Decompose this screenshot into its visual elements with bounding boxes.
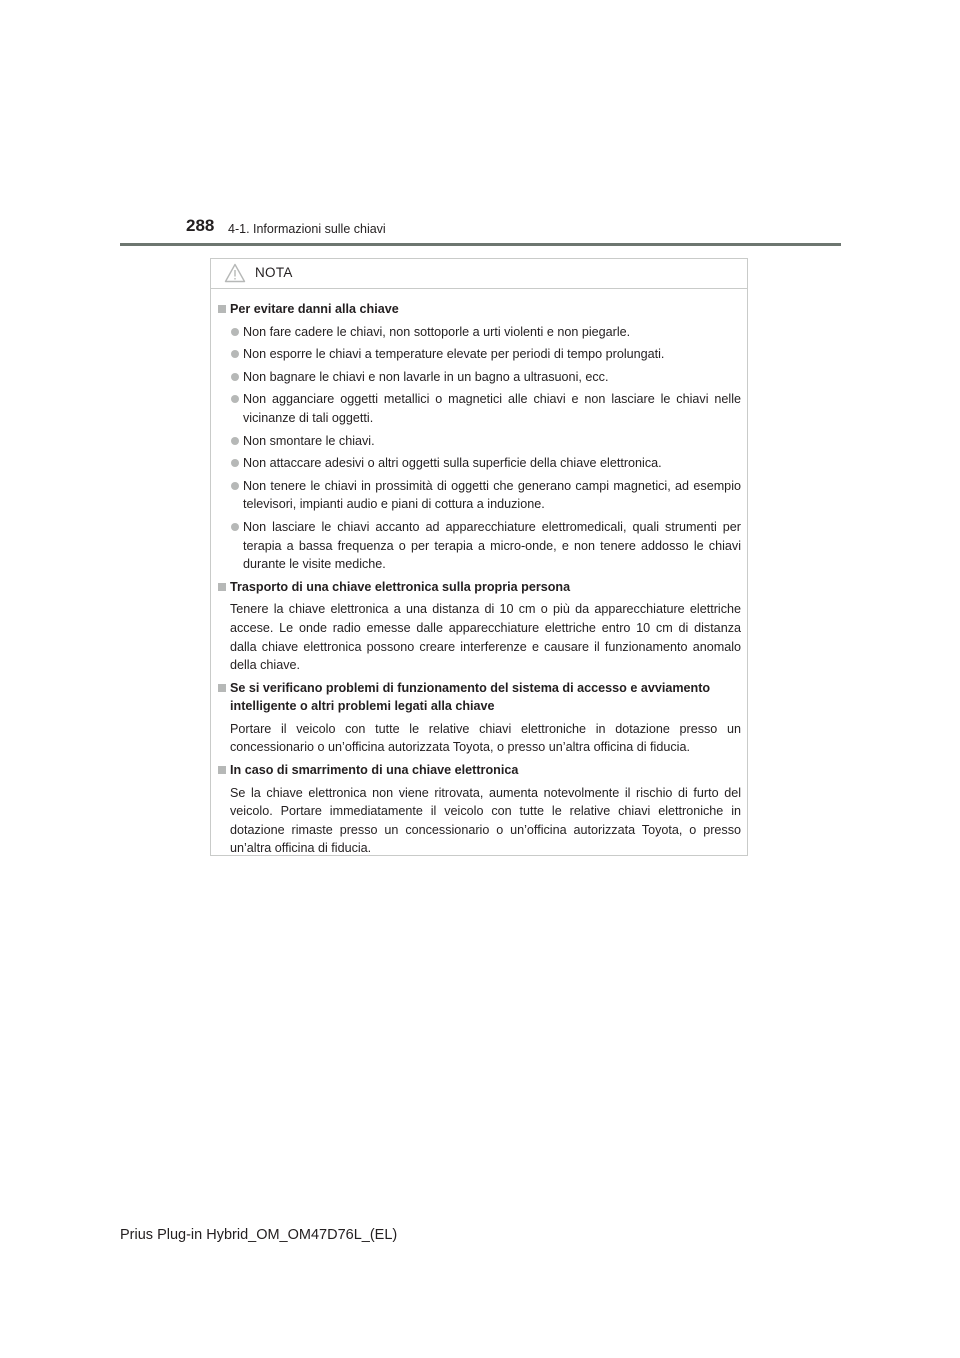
list-item-text: Non agganciare oggetti metallici o magnetici alle chiavi e non lasciare le chiavi nelle vicinanze di tali oggetti. <box>243 392 741 425</box>
header-rule <box>120 243 841 246</box>
section-heading-text: Trasporto di una chiave elettronica sulla propria persona <box>230 579 571 594</box>
notice-title: NOTA <box>255 265 293 280</box>
round-bullet-icon <box>231 395 239 403</box>
notice-body <box>211 289 747 858</box>
list-item-text: Non fare cadere le chiavi, non sottoporle a urti violenti e non piegarle. <box>243 324 631 339</box>
round-bullet-icon <box>231 482 239 490</box>
round-bullet-icon <box>231 373 239 381</box>
section-heading <box>218 679 741 716</box>
list-item <box>218 368 741 387</box>
notice-header <box>211 259 747 289</box>
section-heading <box>218 300 741 319</box>
list-item-text: Non bagnare le chiavi e non lavarle in un bagno a ultrasuoni, ecc. <box>243 369 609 384</box>
round-bullet-icon <box>231 328 239 336</box>
round-bullet-icon <box>231 523 239 531</box>
square-bullet-icon <box>218 766 226 774</box>
list-item <box>218 390 741 427</box>
section-heading <box>218 578 741 597</box>
list-item-text: Non smontare le chiavi. <box>243 433 375 448</box>
list-item <box>218 323 741 342</box>
section-paragraph: Se la chiave elettronica non viene ritrovata, aumenta notevolmente il rischio di furto del veicolo. Portare immediatamente il veicolo con tutte le relative chiavi elettroniche in dotazione rimaste presso un concessionario o un’officina autorizzata Toyota, o presso un’altra officina di fiducia. <box>230 785 741 856</box>
square-bullet-icon <box>218 305 226 313</box>
section-paragraph: Portare il veicolo con tutte le relative chiavi elettroniche in dotazione presso un concessionario o un’officina autorizzata Toyota, o presso un’altra officina di fiducia. <box>230 721 741 755</box>
list-item <box>218 518 741 574</box>
list-item <box>218 454 741 473</box>
round-bullet-icon <box>231 350 239 358</box>
section-heading-text: Per evitare danni alla chiave <box>230 302 399 316</box>
notice-box <box>210 258 748 856</box>
square-bullet-icon <box>218 583 226 591</box>
list-item-text: Non esporre le chiavi a temperature elevate per periodi di tempo prolungati. <box>243 347 665 362</box>
square-bullet-icon <box>218 684 226 692</box>
list-item-text: Non lasciare le chiavi accanto ad apparecchiature elettromedicali, quali strumenti per terapia a bassa frequenza o per terapia a micro-onde, e non tenere addosso le chiavi durante le visite mediche. <box>243 519 741 572</box>
section-heading-text: Se si verificano problemi di funzionamento del sistema di accesso e avviamento intelligente o altri problemi legati alla chiave <box>230 680 711 714</box>
list-item-text: Non attaccare adesivi o altri oggetti sulla superficie della chiave elettronica. <box>243 456 662 471</box>
list-item <box>218 477 741 514</box>
page-number: 288 <box>186 216 215 235</box>
list-item <box>218 345 741 364</box>
round-bullet-icon <box>231 437 239 445</box>
list-item <box>218 432 741 451</box>
warning-triangle-icon <box>224 263 246 283</box>
round-bullet-icon <box>231 459 239 467</box>
section-paragraph: Tenere la chiave elettronica a una distanza di 10 cm o più da apparecchiature elettriche accese. Le onde radio emesse dalle apparecchiature elettriche entro 10 cm di distanza dalla chiave elettronica possono creare interferenze e causare il funzionamento anomalo della chiave. <box>230 602 741 673</box>
section-title: 4-1. Informazioni sulle chiavi <box>228 222 386 236</box>
section-heading <box>218 761 741 780</box>
list-item-text: Non tenere le chiavi in prossimità di oggetti che generano campi magnetici, ad esempio televisori, impianti audio e piani di cottura a induzione. <box>243 478 741 512</box>
footer-document-id: Prius Plug-in Hybrid_OM_OM47D76L_(EL) <box>120 1227 398 1243</box>
section-heading-text: In caso di smarrimento di una chiave elettronica <box>230 763 519 778</box>
